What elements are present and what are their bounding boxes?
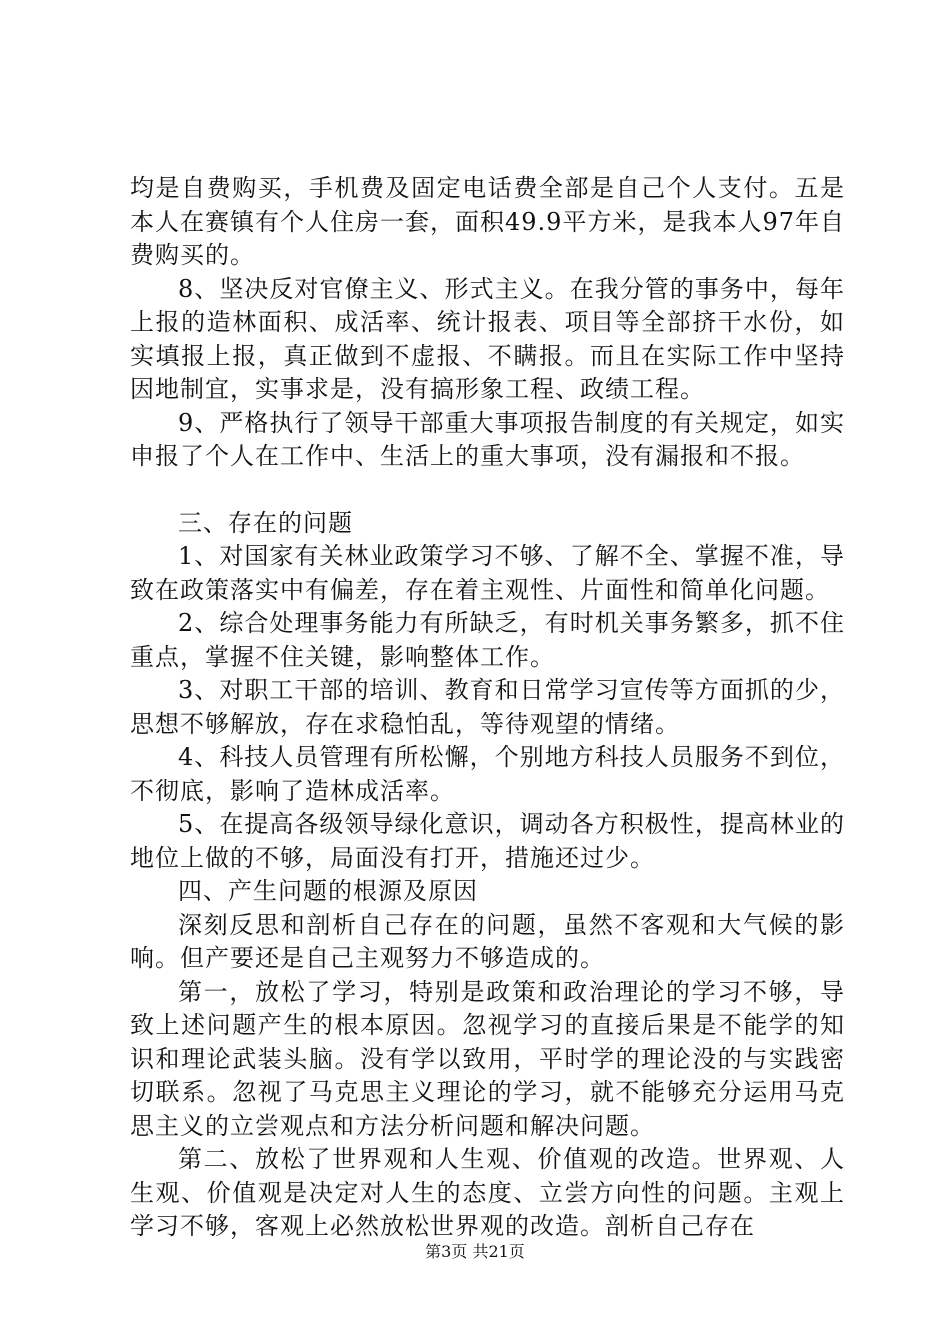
- causes-intro-paragraph: 深刻反思和剖析自己存在的问题，虽然不客观和大气候的影响。但产要还是自己主观努力不够造成的。: [130, 910, 845, 972]
- cause-second-paragraph: 第二、放松了世界观和人生观、价值观的改造。世界观、人生观、价值观是决定对人生的态度、立尝方向性的问题。主观上学习不够，客观上必然放松世界观的改造。剖析自己存在: [130, 1145, 845, 1240]
- page-number-label: 第3页 共21页: [425, 1242, 525, 1261]
- paragraph-item-8: 8、坚决反对官僚主义、形式主义。在我分管的事务中，每年上报的造林面积、成活率、统计报表、项目等全部挤干水份，如实填报上报，真正做到不虚报、不瞒报。而且在实际工作中坚持因地制宜，实事求是，没有搞形象工程、政绩工程。: [130, 274, 845, 403]
- problem-item-5: 5、在提高各级领导绿化意识，调动各方积极性，提高林业的地位上做的不够，局面没有打开，措施还过少。: [130, 810, 845, 872]
- page-footer: [0, 1242, 950, 1262]
- document-body: [130, 172, 845, 1244]
- problem-item-1: 1、对国家有关林业政策学习不够、了解不全、掌握不准，导致在政策落实中有偏差，存在着主观性、片面性和简单化问题。: [130, 542, 845, 604]
- paragraph-item-9: 9、严格执行了领导干部重大事项报告制度的有关规定，如实申报了个人在工作中、生活上的重大事项，没有漏报和不报。: [130, 408, 845, 470]
- paragraph-continued: 均是自费购买，手机费及固定电话费全部是自己个人支付。五是本人在赛镇有个人住房一套，面积49.9平方米，是我本人97年自费购买的。: [130, 174, 845, 269]
- section-heading-causes: 四、产生问题的根源及原因: [178, 877, 478, 905]
- section-heading-problems: 三、存在的问题: [178, 508, 353, 537]
- cause-first-paragraph: 第一，放松了学习，特别是政策和政治理论的学习不够，导致上述问题产生的根本原因。忽视学习的直接后果是不能学的知识和理论武装头脑。没有学以致用，平时学的理论没的与实践密切联系。忽视了马克思主义理论的学习，就不能够充分运用马克思主义的立尝观点和方法分析问题和解决问题。: [130, 977, 845, 1140]
- problem-item-3: 3、对职工干部的培训、教育和日常学习宣传等方面抓的少，思想不够解放，存在求稳怕乱，等待观望的情绪。: [130, 676, 845, 738]
- problem-item-4: 4、科技人员管理有所松懈，个别地方科技人员服务不到位，不彻底，影响了造林成活率。: [130, 743, 845, 805]
- problem-item-2: 2、综合处理事务能力有所缺乏，有时机关事务繁多，抓不住重点，掌握不住关键，影响整体工作。: [130, 609, 845, 671]
